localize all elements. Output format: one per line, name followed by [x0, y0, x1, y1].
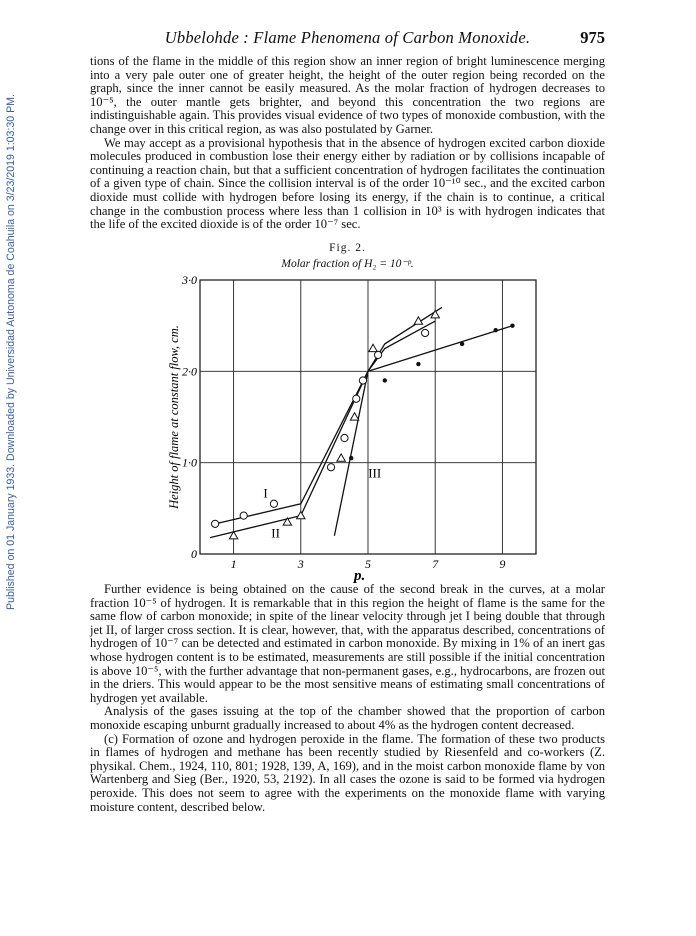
data-point-dot: [349, 456, 353, 460]
page-number: 975: [580, 28, 605, 47]
data-point-dot: [383, 378, 387, 382]
data-point-circle: [422, 329, 429, 336]
data-point-circle: [374, 351, 381, 358]
data-point-dot: [460, 342, 464, 346]
paragraph: tions of the flame in the middle of this region show an inner region of bright luminescence merging into a very pale outer one of greater height, the height of the outer region being recorded on the graph, since the inner cannot be easily measured. As the molar fraction of hydrogen decreases to 10⁻⁵, the outer mantle gets brighter, and beyond this concentration the two regions are indistinguishable again. This provides visual evidence of two types of monoxide combustion, with the change over in this critical region, as was also postulated by Garner.: [90, 54, 605, 136]
y-tick-label: 1·0: [182, 455, 197, 470]
series-line-I: [215, 321, 435, 524]
x-tick-label: 1: [230, 557, 237, 571]
figure-title: Fig. 2.: [329, 242, 366, 254]
x-tick-label: 7: [432, 557, 439, 571]
series-line-III: [334, 326, 512, 536]
data-point-circle: [353, 395, 360, 402]
figure-subtitle: Molar fraction of H₂ = 10⁻ᵖ.: [281, 258, 414, 270]
y-tick-label: 0: [191, 547, 197, 561]
paragraph: We may accept as a provisional hypothesis that in the absence of hydrogen excited carbon dioxide molecules produced in combustion lose their energy either by radiation or by collisions incapable of continuing a reaction chain, but that a sufficient concentration of hydrogen facilitates the continuation of a given type of chain. Since the collision interval is of the order 10⁻¹⁰ sec., and the excited carbon dioxide must collide with hydrogen before losing its energy, if the chain is to continue, a critical change in the combustion process where less than 1 collision in 10³ is with hydrogen indicates that the life of the excited dioxide is of the order 10⁻⁷ sec.: [90, 135, 605, 232]
series-label-III: III: [368, 465, 382, 481]
x-tick-label: 5: [365, 557, 371, 571]
series-line-II: [210, 307, 442, 537]
paragraph: Analysis of the gases issuing at the top of the chamber showed that the proportion of carbon monoxide escaping unburnt gradually increased to about 4% as the hydrogen content decreased.: [90, 704, 605, 732]
x-tick-label: 9: [499, 557, 506, 571]
series-label-I: I: [263, 485, 268, 501]
bottom-body-text: [90, 583, 605, 814]
data-point-circle: [327, 464, 334, 471]
x-axis-label: p.: [353, 568, 366, 584]
y-tick-label: 3·0: [182, 273, 197, 287]
y-tick-label: 2·0: [182, 364, 197, 379]
top-body-text: [90, 55, 605, 232]
download-watermark-text: Published on 01 January 1933. Downloaded by Universidad Autonoma de Coahuila on 3/23/2019 1:03:30 PM.: [5, 94, 17, 610]
series-label-II: II: [271, 525, 280, 541]
data-point-triangle: [337, 454, 345, 461]
running-header: [90, 28, 605, 50]
data-point-triangle: [297, 511, 305, 518]
data-point-dot: [510, 323, 514, 327]
data-point-dot: [416, 362, 420, 366]
paragraph: (c) Formation of ozone and hydrogen peroxide in the flame. The formation of these two products in flames of hydrogen and methane has been recently studied by Riesenfeld and co-workers (Z. physikal. Chem., 1924, 110, 801; 1928, 139, A, 169), and in the moist carbon monoxide flame by von Wartenberg and Sieg (Ber., 1920, 53, 2192). In all cases the ozone is said to be formed via hydrogen peroxide. This does not seem to agree with the experiments on the monoxide flame with varying moisture content, described below.: [90, 731, 605, 814]
data-point-dot: [493, 328, 497, 332]
data-point-triangle: [350, 413, 358, 420]
data-point-circle: [359, 377, 366, 384]
data-point-circle: [341, 434, 348, 441]
flame-height-chart: [160, 272, 580, 584]
download-watermark: [2, 92, 20, 612]
data-point-circle: [212, 520, 219, 527]
data-point-triangle: [369, 344, 377, 351]
data-point-circle: [270, 500, 277, 507]
data-point-circle: [240, 512, 247, 519]
x-tick-label: 3: [297, 557, 304, 571]
y-axis-label: Height of flame at constant flow, cm.: [167, 325, 181, 509]
paragraph: Further evidence is being obtained on the cause of the second break in the curves, at a molar fraction 10⁻⁵ of hydrogen. It is remarkable that in this region the height of flame is the same for the same flow of carbon monoxide; in spite of the linear velocity through jet I being double that through jet II, of larger cross section. It is clear, however, that, with the apparatus described, concentrations of hydrogen of 10⁻⁷ can be detected and estimated in carbon monoxide. By mixing in 1% of an inert gas whose hydrogen content is to be estimated, measurements are still possible if the initial concentration is above 10⁻⁵, with the further advantage that non-permanent gases, e.g., hydrocarbons, are frozen out in the driers. This would appear to be the most sensitive means of estimating small concentrations of hydrogen yet available.: [90, 582, 605, 705]
running-title: Ubbelohde : Flame Phenomena of Carbon Monoxide.: [164, 28, 531, 47]
